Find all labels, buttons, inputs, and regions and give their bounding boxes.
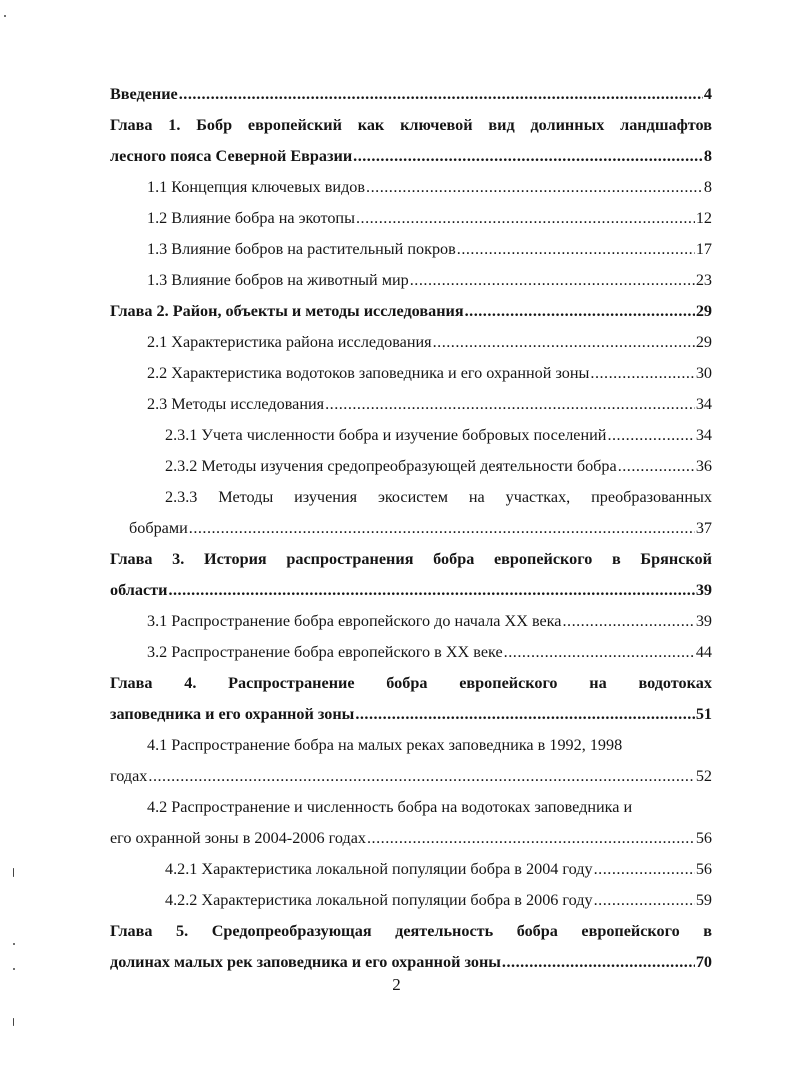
toc-entry-introduction[interactable]: Введение ..... 4 xyxy=(110,79,712,110)
toc-entry-section-3-2[interactable]: 3.2 Распространение бобра европейского в XX веке ..... 44 xyxy=(110,637,712,668)
toc-entry-section-2-2[interactable]: 2.2 Характеристика водотоков заповедника и его охранной зоны ..... 30 xyxy=(110,358,712,389)
toc-entry-section-2-3[interactable]: 2.3 Методы исследования ..... 34 xyxy=(110,389,712,420)
toc-section-4-1-heading-line[interactable]: 4.1 Распространение бобра на малых реках заповедника в 1992, 1998 xyxy=(147,736,623,754)
toc-entry-subsection-2-3-2[interactable]: 2.3.2 Методы изучения средопреобразующей деятельности бобра ..... 36 xyxy=(110,451,712,482)
toc-entry-section-1-1[interactable]: 1.1 Концепция ключевых видов ..... 8 xyxy=(110,172,712,203)
toc-chapter1-heading-line[interactable]: Глава 1. Бобр европейский как ключевой вид долинных ландшафтов xyxy=(110,116,712,134)
toc-entry-section-4-2[interactable]: его охранной зоны в 2004-2006 годах ..... 56 xyxy=(110,823,712,854)
toc-entry-section-1-3b[interactable]: 1.3 Влияние бобров на животный мир ..... 23 xyxy=(110,265,712,296)
toc-entry-subsection-2-3-1[interactable]: 2.3.1 Учета численности бобра и изучение бобровых поселений ..... 34 xyxy=(110,420,712,451)
toc-subsection-2-3-3-heading-line[interactable]: 2.3.3 Методы изучения экосистем на участках, преобразованных xyxy=(165,488,712,506)
toc-entry-subsection-4-2-2[interactable]: 4.2.2 Характеристика локальной популяции бобра в 2006 году ..... 59 xyxy=(110,885,712,916)
scan-speck xyxy=(4,15,6,17)
toc-entry-subsection-2-3-3[interactable]: бобрами ..... 37 xyxy=(110,513,712,544)
toc-entry-section-4-1[interactable]: годах ..... 52 xyxy=(110,761,712,792)
toc-chapter5-heading-line[interactable]: Глава 5. Средопреобразующая деятельность бобра европейского в xyxy=(110,922,712,940)
table-of-contents xyxy=(110,79,712,978)
toc-entry-chapter-1[interactable]: лесного пояса Северной Евразии ..... 8 xyxy=(110,141,712,172)
toc-entry-section-1-2[interactable]: 1.2 Влияние бобра на экотопы ..... 12 xyxy=(110,203,712,234)
scan-speck xyxy=(13,868,14,877)
toc-entry-chapter-2[interactable]: Глава 2. Район, объекты и методы исследования ..... 29 xyxy=(110,296,712,327)
page-number: 2 xyxy=(392,975,401,994)
toc-chapter3-heading-line[interactable]: Глава 3. История распространения бобра европейского в Брянской xyxy=(110,550,712,568)
toc-entry-chapter-3[interactable]: области ..... 39 xyxy=(110,575,712,606)
toc-section-4-2-heading-line[interactable]: 4.2 Распространение и численность бобра на водотоках заповедника и xyxy=(147,798,633,816)
scan-speck xyxy=(13,943,15,945)
scan-speck xyxy=(13,1018,14,1026)
scan-speck xyxy=(13,968,15,970)
toc-entry-chapter-4[interactable]: заповедника и его охранной зоны ..... 51 xyxy=(110,699,712,730)
toc-entry-section-1-3a[interactable]: 1.3 Влияние бобров на растительный покров ..... 17 xyxy=(110,234,712,265)
toc-entry-subsection-4-2-1[interactable]: 4.2.1 Характеристика локальной популяции бобра в 2004 году ..... 56 xyxy=(110,854,712,885)
toc-chapter4-heading-line[interactable]: Глава 4. Распространение бобра европейского на водотоках xyxy=(110,674,712,692)
toc-entry-chapter-5[interactable]: долинах малых рек заповедника и его охранной зоны ..... 70 xyxy=(110,947,712,978)
toc-entry-section-3-1[interactable]: 3.1 Распространение бобра европейского до начала XX века ..... 39 xyxy=(110,606,712,637)
toc-entry-section-2-1[interactable]: 2.1 Характеристика района исследования ..... 29 xyxy=(110,327,712,358)
